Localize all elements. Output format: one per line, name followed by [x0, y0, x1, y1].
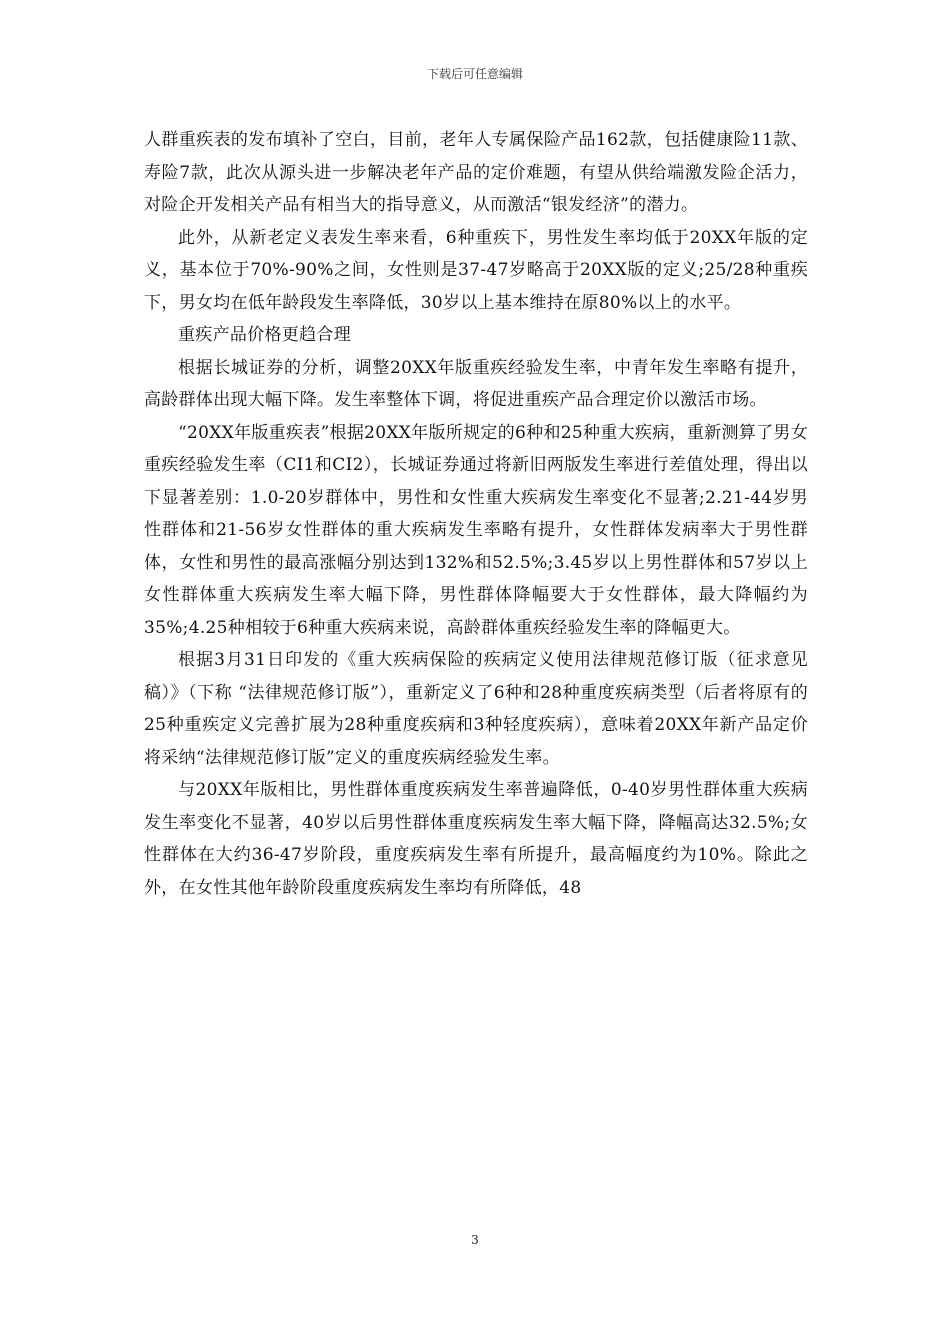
- section-heading: 重疾产品价格更趋合理: [178, 325, 351, 345]
- paragraph-3: 根据长城证券的分析，调整20XX年版重疾经验发生率，中青年发生率略有提升，高龄群体出现大幅下降。发生率整体下调，将促进重疾产品合理定价以激活市场。: [144, 357, 808, 410]
- page-number: 3: [471, 1233, 479, 1247]
- paragraph-6: 与20XX年版相比，男性群体重度疾病发生率普遍降低，0-40岁男性群体重大疾病发生率变化不显著，40岁以后男性群体重度疾病发生率大幅下降，降幅高达32.5%;女性群体在大约36-47岁阶段，重度疾病发生率有所提升，最高幅度约为10%。除此之外，在女性其他年龄阶段重度疾病发生率均有所降低，48: [144, 780, 808, 898]
- document-body: [144, 124, 808, 904]
- paragraph-4: “20XX年版重疾表”根据20XX年版所规定的6种和25种重大疾病，重新测算了男女重疾经验发生率（CI1和CI2），长城证券通过将新旧两版发生率进行差值处理，得出以下显著差别：1.0-20岁群体中，男性和女性重大疾病发生率变化不显著;2.21-44岁男性群体和21-56岁女性群体的重大疾病发生率略有提升，女性群体发病率大于男性群体，女性和男性的最高涨幅分别达到132%和52.5%;3.45岁以上男性群体和57岁以上女性群体重大疾病发生率大幅下降，男性群体降幅要大于女性群体，最大降幅约为35%;4.25种相较于6种重大疾病来说，高龄群体重疾经验发生率的降幅更大。: [144, 422, 808, 638]
- page-header: 下载后可任意编辑: [426, 67, 523, 81]
- paragraph-1: 人群重疾表的发布填补了空白，目前，老年人专属保险产品162款，包括健康险11款、寿险7款，此次从源头进一步解决老年产品的定价难题，有望从供给端激发险企活力，对险企开发相关产品有相当大的指导意义，从而激活“银发经济”的潜力。: [144, 130, 808, 215]
- paragraph-5: 根据3月31日印发的《重大疾病保险的疾病定义使用法律规范修订版（征求意见稿）》（下称 “法律规范修订版”），重新定义了6种和28种重度疾病类型（后者将原有的25种重疾定义完善扩展为28种重度疾病和3种轻度疾病），意味着20XX年新产品定价将采纳“法律规范修订版”定义的重度疾病经验发生率。: [144, 650, 808, 768]
- paragraph-2: 此外，从新老定义表发生率来看，6种重疾下，男性发生率均低于20XX年版的定义，基本位于70%-90%之间，女性则是37-47岁略高于20XX版的定义;25/28种重疾下，男女均在低年龄段发生率降低，30岁以上基本维持在原80%以上的水平。: [144, 227, 808, 313]
